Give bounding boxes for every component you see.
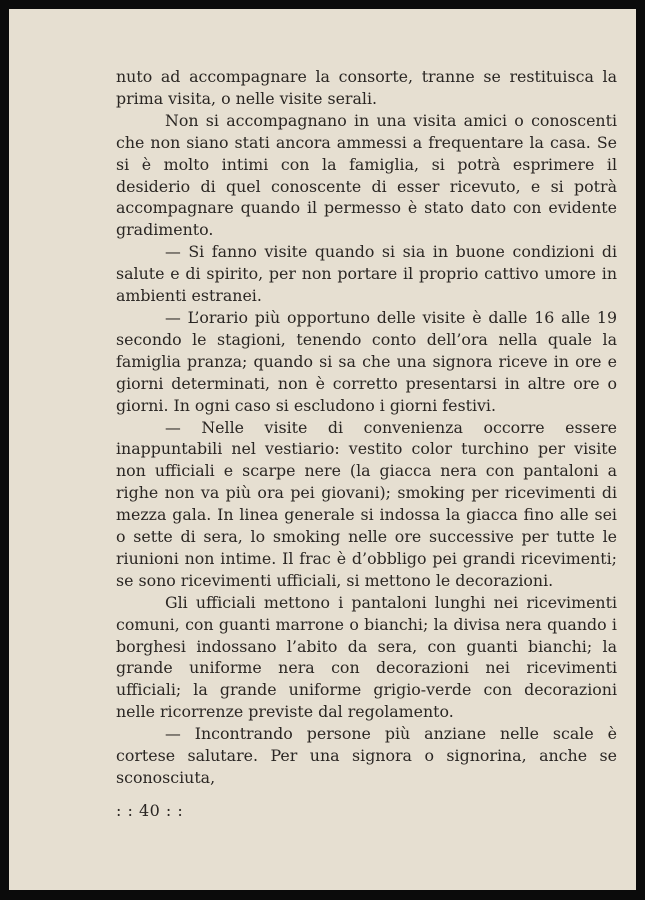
body-text bbox=[116, 66, 617, 789]
paragraph-accompanying-friends: Non si accompagnano in una visita amici o conoscenti che non siano stati ancora ammessi a frequentare la casa. Se si è molto intimi con la famiglia, si potrà esprimere il desiderio di quel conoscente di esser ricevuto, e si potrà accompagnare quando il permesso è stato dato con evidente gradimento. bbox=[116, 110, 617, 240]
paragraph-health-spirit: — Si fanno visite quando si sia in buone condizioni di salute e di spirito, per non portare il proprio cattivo umore in ambienti estranei. bbox=[116, 242, 617, 306]
paragraph-officers: Gli ufficiali mettono i pantaloni lunghi nei ricevimenti comuni, con guanti marrone o bianchi; la divisa nera quando i borghesi indossano l’abito da sera, con guanti bianchi; la grande uniforme nera con decorazioni nei ricevimenti ufficiali; la grande uniforme grigio-verde con decorazioni nelle ricorrenze previste dal regolamento. bbox=[116, 592, 617, 722]
paragraph-continuation: nuto ad accompagnare la consorte, tranne se restituisca la prima visita, o nelle visite serali. bbox=[116, 67, 617, 108]
page-number: : : 40 : : bbox=[116, 801, 184, 820]
book-page bbox=[9, 9, 636, 890]
paragraph-stairs-greeting: — Incontrando persone più anziane nelle scale è cortese salutare. Per una signora o signorina, anche se sconosciuta, bbox=[116, 724, 617, 787]
paragraph-attire: — Nelle visite di convenienza occorre essere inappuntabili nel vestiario: vestito color turchino per visite non ufficiali e scarpe nere (la giacca nera con pantaloni a righe non va più ora pei giovani); smoking per ricevimenti di mezza gala. In linea generale si indossa la giacca fino alle sei o sette di sera, lo smoking nelle ore successive per tutte le riunioni non intime. Il frac è d’obbligo pei grandi ricevimenti; se sono ricevimenti ufficiali, si mettono le decorazioni. bbox=[116, 417, 617, 590]
paragraph-visiting-hours: — L’orario più opportuno delle visite è dalle 16 alle 19 secondo le stagioni, tenendo conto dell’ora nella quale la famiglia pranza; quando si sa che una signora riceve in ore e giorni determinati, non è corretto presentarsi in altre ore o giorni. In ogni caso si escludono i giorni festivi. bbox=[116, 307, 617, 415]
